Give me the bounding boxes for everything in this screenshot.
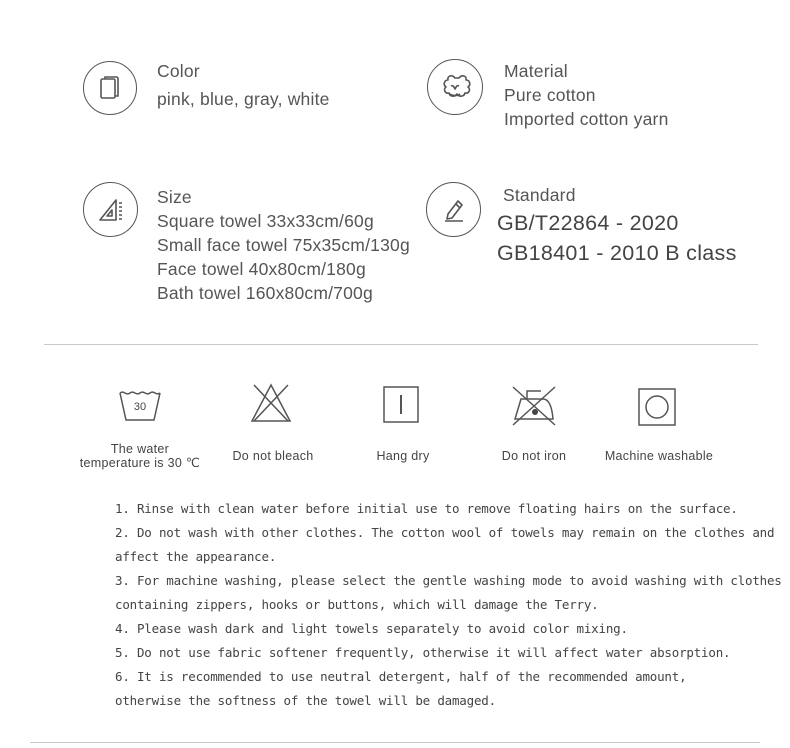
color-label: Color: [157, 61, 200, 81]
note-line-6: 4. Please wash dark and light towels separately to avoid color mixing.: [115, 621, 628, 636]
color-icon-circle: [83, 61, 137, 115]
care-label-water-temp: [70, 442, 210, 470]
material-value-1: Pure cotton: [504, 85, 596, 105]
size-label: Size: [157, 187, 192, 207]
size-value-3: Face towel 40x80cm/180g: [157, 259, 366, 279]
standard-icon-circle: [426, 182, 481, 237]
standard-label: Standard: [503, 185, 576, 205]
note-line-4: 3. For machine washing, please select the gentle washing mode to avoid washing with clothes: [115, 573, 782, 588]
care-label-machine-wash-text: Machine washable: [604, 449, 714, 463]
care-label-hang-dry-text: Hang dry: [376, 449, 430, 463]
cotton-flower-icon: [439, 72, 471, 102]
material-icon-circle: [427, 59, 483, 115]
pencil-edit-icon: [440, 196, 468, 224]
wash-30-icon: [118, 387, 162, 425]
care-label-hang-dry: [343, 449, 463, 463]
section-divider-top: [44, 344, 758, 345]
care-label-water-temp-line2: temperature is 30 ℃: [79, 456, 201, 470]
care-label-no-iron-text: Do not iron: [501, 449, 567, 463]
care-label-machine-wash: [589, 449, 729, 463]
note-line-1: 1. Rinse with clean water before initial use to remove floating hairs on the surface.: [115, 501, 738, 516]
no-iron-icon: [511, 385, 557, 427]
care-label-no-bleach: [213, 449, 333, 463]
material-label: Material: [504, 61, 568, 81]
hang-dry-icon: [383, 386, 419, 423]
note-line-3: affect the appearance.: [115, 549, 277, 564]
note-line-8: 6. It is recommended to use neutral detergent, half of the recommended amount,: [115, 669, 687, 684]
standard-value-2: GB18401 - 2010 B class: [497, 241, 737, 265]
care-label-no-iron: [474, 449, 594, 463]
section-divider-bottom: [30, 742, 760, 743]
material-spec: [504, 59, 669, 131]
wash-temp-text: 30: [133, 401, 147, 413]
care-label-no-bleach-text: Do not bleach: [232, 449, 314, 463]
color-value: pink, blue, gray, white: [157, 89, 330, 109]
machine-wash-icon: [638, 388, 676, 426]
standard-spec: [497, 183, 737, 268]
color-swatch-icon: [97, 74, 123, 102]
size-spec: [157, 185, 410, 305]
size-value-4: Bath towel 160x80cm/700g: [157, 283, 373, 303]
note-line-7: 5. Do not use fabric softener frequently, otherwise it will affect water absorption.: [115, 645, 731, 660]
note-line-2: 2. Do not wash with other clothes. The cotton wool of towels may remain on the clothes and: [115, 525, 775, 540]
note-line-9: otherwise the softness of the towel will be damaged.: [115, 693, 496, 708]
standard-value-1: GB/T22864 - 2020: [497, 211, 679, 235]
ruler-triangle-icon: [96, 196, 126, 224]
care-instructions: [115, 497, 782, 713]
material-value-2: Imported cotton yarn: [504, 109, 669, 129]
note-line-5: containing zippers, hooks or buttons, which will damage the Terry.: [115, 597, 599, 612]
color-spec: [157, 59, 330, 111]
size-value-2: Small face towel 75x35cm/130g: [157, 235, 410, 255]
size-value-1: Square towel 33x33cm/60g: [157, 211, 374, 231]
size-icon-circle: [83, 182, 138, 237]
no-bleach-icon: [250, 383, 292, 423]
care-label-water-temp-line1: The water: [110, 442, 170, 456]
